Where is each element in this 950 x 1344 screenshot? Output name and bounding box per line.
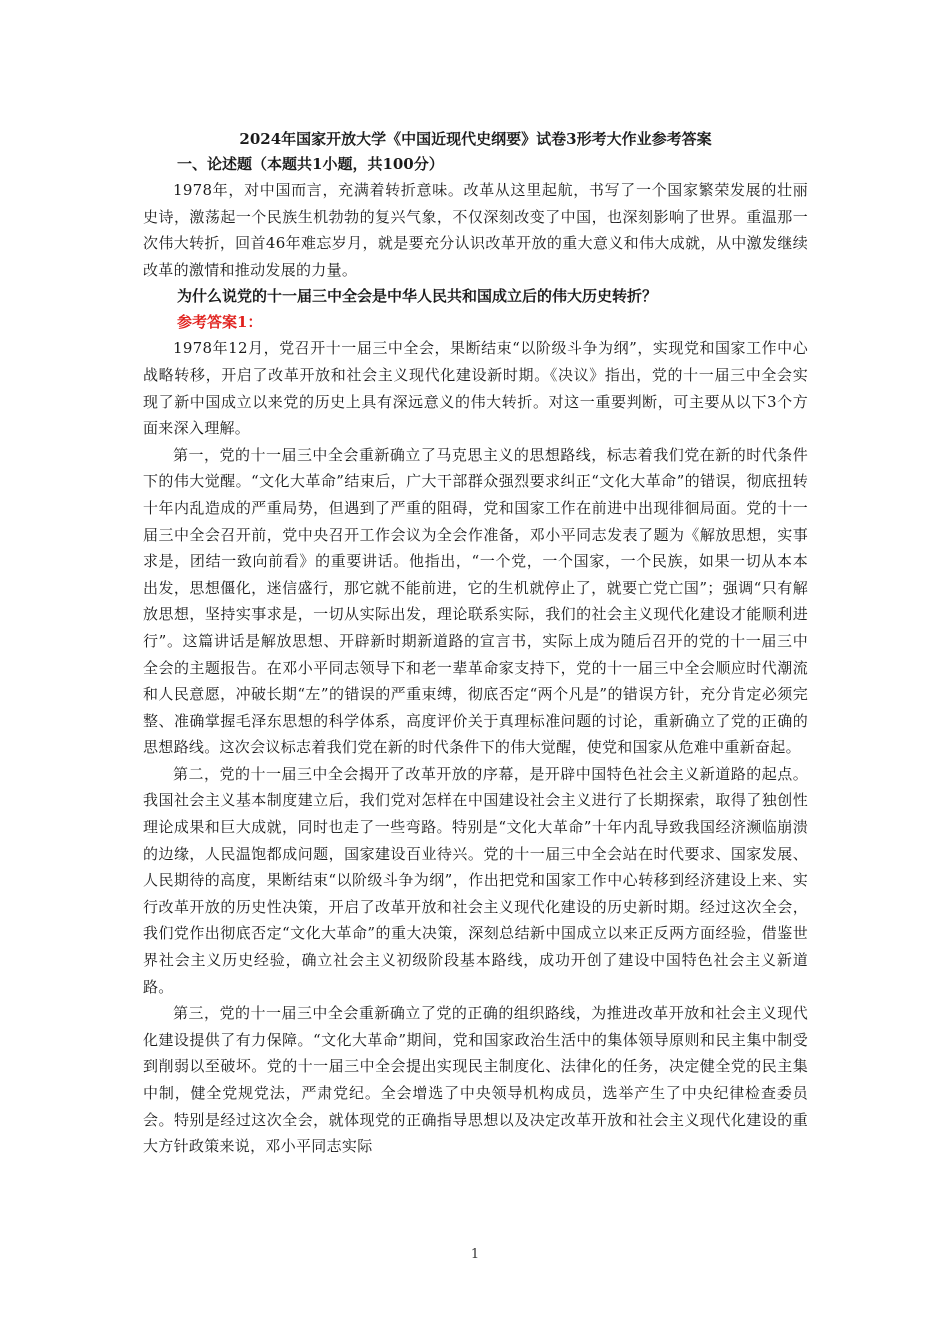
intro-paragraph: 1978年，对中国而言，充满着转折意味。改革从这里起航，书写了一个国家繁荣发展的壮丽史诗，激荡起一个民族生机勃勃的复兴气象，不仅深刻改变了中国，也深刻影响了世界。重温那一次伟大转折，回首46年难忘岁月，就是要充分认识改革开放的重大意义和伟大成就，从中激发继续改革的激情和推动发展的力量。 [143,181,808,279]
page-number: 1 [470,1247,480,1262]
answer-paragraph-third: 第三，党的十一届三中全会重新确立了党的正确的组织路线，为推进改革开放和社会主义现代化建设提供了有力保障。“文化大革命”期间，党和国家政治生活中的集体领导原则和民主集中制受到削弱以至破坏。党的十一届三中全会提出实现民主制度化、法律化的任务，决定健全党的民主集中制，健全党规党法，严肃党纪。全会增选了中央领导机构成员，选举产生了中央纪律检查委员会。特别是经过这次全会，就体现党的正确指导思想以及决定改革开放和社会主义现代化建设的重大方针政策来说，邓小平同志实际 [143,1004,808,1156]
answer-label: 参考答案1： [177,313,263,332]
answer-paragraph-overview: 1978年12月，党召开十一届三中全会，果断结束“以阶级斗争为纲”，实现党和国家工作中心战略转移，开启了改革开放和社会主义现代化建设新时期。《决议》指出，党的十一届三中全会实现了新中国成立以来党的历史上具有深远意义的伟大转折。对这一重要判断，可主要从以下3个方面来深入理解。 [143,339,808,438]
answer-paragraph-first: 第一，党的十一届三中全会重新确立了马克思主义的思想路线，标志着我们党在新的时代条件下的伟大觉醒。“文化大革命”结束后，广大干部群众强烈要求纠正“文化大革命”的错误，彻底扭转十年内乱造成的严重局势，但遇到了严重的阻碍，党和国家工作在前进中出现徘徊局面。党的十一届三中全会召开前，党中央召开工作会议为全会作准备，邓小平同志发表了题为《解放思想，实事求是，团结一致向前看》的重要讲话。他指出，“一个党，一个国家，一个民族，如果一切从本本出发，思想僵化，迷信盛行，那它就不能前进，它的生机就停止了，就要亡党亡国”；强调“只有解放思想，坚持实事求是，一切从实际出发，理论联系实际，我们的社会主义现代化建设才能顺利进行”。这篇讲话是解放思想、开辟新时期新道路的宣言书，实际上成为随后召开的党的十一届三中全会的主题报告。在邓小平同志领导下和老一辈革命家支持下，党的十一届三中全会顺应时代潮流和人民意愿，冲破长期“左”的错误的严重束缚，彻底否定“两个凡是”的错误方针，充分肯定必须完整、准确掌握毛泽东思想的科学体系，高度评价关于真理标准问题的讨论，重新确立了党的正确的思想路线。这次会议标志着我们党在新的时代条件下的伟大觉醒，使党和国家从危难中重新奋起。 [143,445,808,757]
document-title: 2024年国家开放大学《中国近现代史纲要》试卷3形考大作业参考答案 [239,130,712,148]
answer-paragraph-second: 第二，党的十一届三中全会揭开了改革开放的序幕，是开辟中国特色社会主义新道路的起点。我国社会主义基本制度建立后，我们党对怎样在中国建设社会主义进行了长期探索，取得了独创性理论成果和巨大成就，同时也走了一些弯路。特别是“文化大革命”十年内乱导致我国经济濒临崩溃的边缘，人民温饱都成问题，国家建设百业待兴。党的十一届三中全会站在时代要求、国家发展、人民期待的高度，果断结束“以阶级斗争为纲”，作出把党和国家工作中心转移到经济建设上来、实行改革开放的历史性决策，开启了改革开放和社会主义现代化建设的历史新时期。经过这次全会，我们党作出彻底否定“文化大革命”的重大决策，深刻总结新中国成立以来正反两方面经验，借鉴世界社会主义历史经验，确立社会主义初级阶段基本路线，成功开创了建设中国特色社会主义新道路。 [143,764,808,996]
section-heading: 一、论述题（本题共1小题，共100分） [177,155,444,173]
question-heading: 为什么说党的十一届三中全会是中华人民共和国成立后的伟大历史转折？ [177,287,658,306]
document-page [143,127,808,1160]
